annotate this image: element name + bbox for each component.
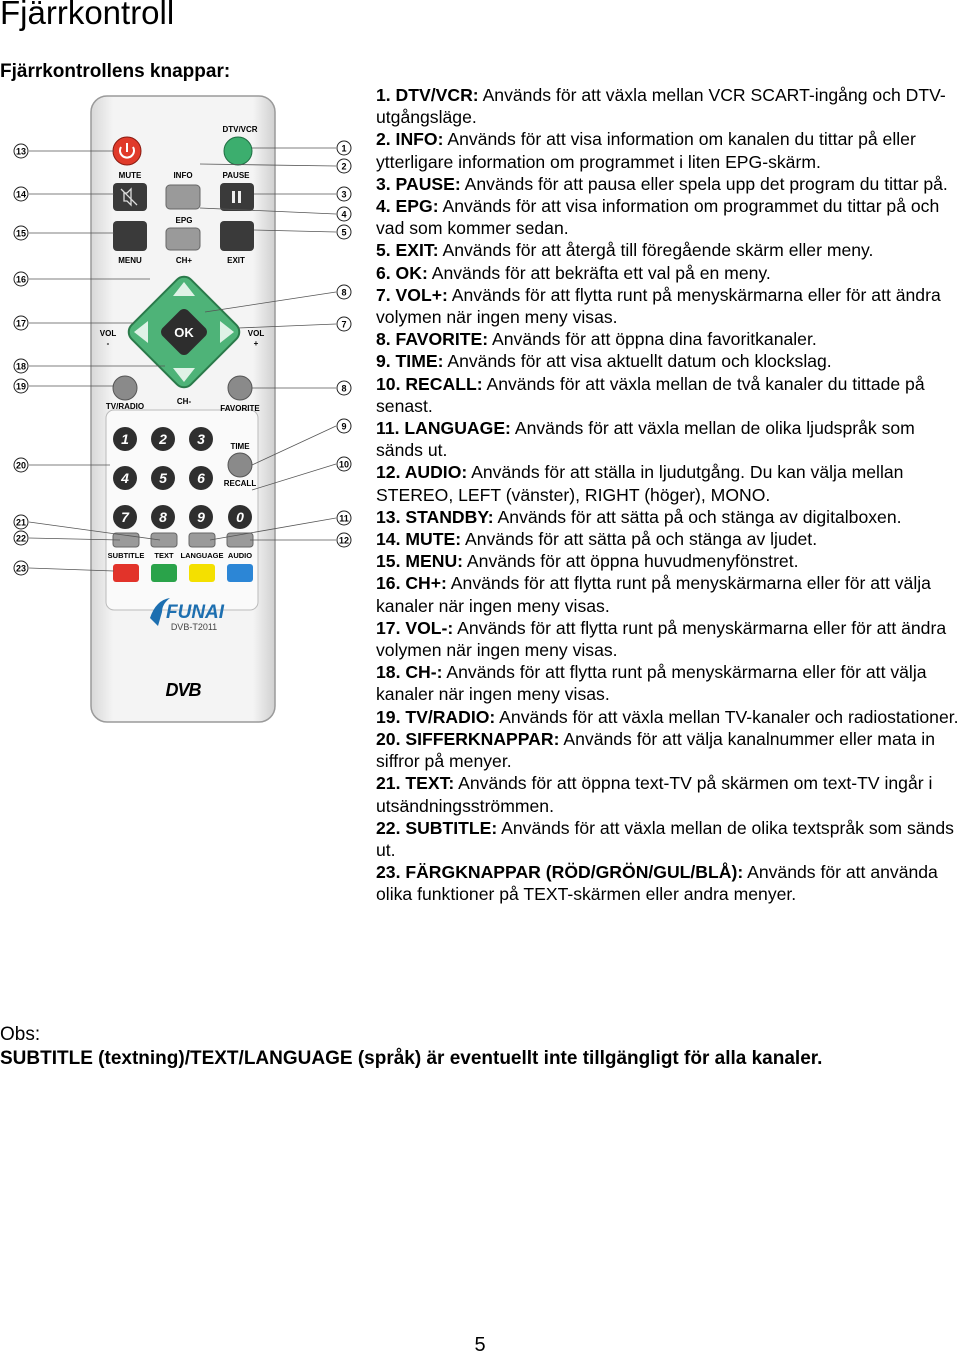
callout-number-left: 22 bbox=[15, 533, 27, 544]
callout-number-right: 4 bbox=[341, 209, 347, 220]
description-term: 4. EPG: bbox=[376, 196, 439, 217]
tv-radio-button[interactable] bbox=[113, 376, 137, 400]
description-term: 10. RECALL: bbox=[376, 373, 483, 394]
description-term: 7. VOL+: bbox=[376, 284, 448, 305]
description-item bbox=[376, 328, 960, 350]
remote-illustration bbox=[0, 90, 365, 730]
description-text: Används för att flytta runt på menyskärmarna eller för att välja kanaler när ingen meny visas. bbox=[376, 573, 931, 616]
info-label: INFO bbox=[173, 171, 193, 180]
description-text: Används för att växla mellan de två kanaler du tittade på senast. bbox=[376, 373, 925, 416]
description-item bbox=[376, 572, 960, 616]
info-button[interactable] bbox=[166, 185, 200, 209]
epg-label: EPG bbox=[175, 216, 193, 225]
callout-number-left: 17 bbox=[15, 318, 27, 329]
description-item bbox=[376, 195, 960, 239]
description-text: Används för att sätta på och stänga av ljudet. bbox=[461, 529, 818, 550]
description-term: 18. CH-: bbox=[376, 662, 443, 683]
ch-plus-label: CH+ bbox=[175, 256, 193, 265]
callout-number-left: 13 bbox=[15, 146, 27, 157]
callout-number-right: 1 bbox=[341, 143, 347, 154]
red-key[interactable] bbox=[113, 564, 139, 582]
description-item bbox=[376, 461, 960, 505]
dtv-vcr-button[interactable] bbox=[224, 137, 252, 165]
digit-key-label: 0 bbox=[236, 509, 244, 525]
mute-label: MUTE bbox=[118, 171, 142, 180]
dvb-logo: DVB bbox=[165, 680, 201, 700]
digit-key-label: 6 bbox=[197, 470, 205, 486]
description-item bbox=[376, 550, 960, 572]
description-item bbox=[376, 728, 960, 772]
description-term: 19. TV/RADIO: bbox=[376, 706, 496, 727]
callout-number-left: 14 bbox=[15, 189, 27, 200]
description-text: Används för att öppna dina favoritkanaler. bbox=[488, 329, 817, 350]
description-term: 9. TIME: bbox=[376, 351, 444, 372]
mute-button[interactable] bbox=[113, 183, 147, 211]
digit-key-label: 8 bbox=[159, 509, 167, 525]
description-text: Används för att välja kanalnummer eller mata in siffror på menyer. bbox=[376, 728, 935, 772]
digit-key-label: 7 bbox=[121, 509, 129, 525]
vol-plus-label: VOL bbox=[247, 329, 265, 338]
description-item bbox=[376, 506, 960, 528]
description-item bbox=[376, 350, 960, 372]
description-text: Används för att använda olika funktioner på TEXT-skärmen eller andra menyer. bbox=[376, 862, 938, 905]
description-item bbox=[376, 617, 960, 661]
audio-label: AUDIO bbox=[227, 551, 253, 560]
description-item bbox=[376, 417, 960, 461]
description-text: Används för att öppna huvudmenyfönstret. bbox=[463, 551, 799, 572]
exit-button[interactable] bbox=[220, 221, 254, 251]
tv-radio-label: TV/RADIO bbox=[105, 402, 145, 411]
page-title: Fjärrkontroll bbox=[0, 0, 175, 31]
digit-key-label: 4 bbox=[121, 470, 129, 486]
pause-label: PAUSE bbox=[222, 171, 250, 180]
text-label: TEXT bbox=[154, 551, 174, 560]
description-term: 21. TEXT: bbox=[376, 773, 455, 794]
vol-plus-sign: + bbox=[253, 339, 259, 348]
pause-button[interactable] bbox=[220, 183, 254, 211]
description-item bbox=[376, 528, 960, 550]
note-label: Obs: bbox=[0, 1024, 41, 1045]
callout-number-right: 7 bbox=[341, 319, 347, 330]
description-text: Används för att visa aktuellt datum och klockslag. bbox=[443, 351, 832, 372]
callout-number-left: 21 bbox=[15, 517, 27, 528]
time-button[interactable] bbox=[228, 453, 252, 477]
digit-key-label: 3 bbox=[197, 431, 205, 447]
callout-number-left: 18 bbox=[15, 361, 27, 372]
description-text: Används för att återgå till föregående skärm eller meny. bbox=[438, 240, 874, 261]
page-number: 5 bbox=[474, 1334, 486, 1356]
model-label: DVB-T2011 bbox=[170, 622, 218, 632]
description-item bbox=[376, 817, 960, 861]
vol-minus-label: VOL bbox=[99, 329, 117, 338]
description-term: 2. INFO: bbox=[376, 129, 444, 150]
description-item bbox=[376, 661, 960, 705]
menu-button[interactable] bbox=[113, 221, 147, 251]
description-term: 1. DTV/VCR: bbox=[376, 85, 479, 105]
callout-number-right: 10 bbox=[338, 459, 350, 470]
digit-key-label: 2 bbox=[159, 431, 167, 447]
callout-number-right: 12 bbox=[338, 535, 350, 546]
description-text: Används för att ställa in ljudutgång. Du kan välja mellan STEREO, LEFT (vänster), RIGHT (höger), MONO. bbox=[376, 462, 904, 505]
ch-minus-label: CH- bbox=[176, 397, 192, 406]
description-term: 12. AUDIO: bbox=[376, 462, 468, 483]
description-term: 14. MUTE: bbox=[376, 529, 462, 550]
description-text: Används för att flytta runt på menyskärmarna eller för att välja kanaler när ingen meny visas. bbox=[376, 662, 927, 705]
section-subtitle: Fjärrkontrollens knappar: bbox=[0, 61, 231, 82]
description-term: 5. EXIT: bbox=[376, 240, 439, 261]
exit-label: EXIT bbox=[227, 256, 245, 265]
digit-key-label: 5 bbox=[159, 470, 167, 486]
description-item bbox=[376, 772, 960, 816]
note-text: SUBTITLE (textning)/TEXT/LANGUAGE (språk) är eventuellt inte tillgängligt för alla kanaler. bbox=[0, 1048, 823, 1069]
brand-logo: FUNAI bbox=[166, 602, 225, 623]
description-term: 6. OK: bbox=[376, 262, 428, 283]
description-item bbox=[376, 128, 960, 172]
description-item bbox=[376, 262, 960, 284]
description-item bbox=[376, 84, 960, 128]
description-text: Används för att visa information om kanalen du tittar på eller ytterligare information om programmet i liten EPG-skärm. bbox=[376, 129, 916, 172]
callout-number-right: 8 bbox=[341, 287, 347, 298]
description-text: Används för att pausa eller spela upp det program du tittar på. bbox=[460, 173, 948, 194]
vol-minus-sign: - bbox=[106, 339, 110, 348]
description-item bbox=[376, 284, 960, 328]
callout-number-right: 2 bbox=[341, 161, 347, 172]
callout-number-left: 19 bbox=[15, 381, 27, 392]
callout-number-left: 20 bbox=[15, 460, 27, 471]
description-text: Används för att växla mellan de olika ljudspråk som sänds ut. bbox=[376, 418, 915, 461]
yellow-key[interactable] bbox=[189, 564, 215, 582]
description-item bbox=[376, 373, 960, 417]
callout-number-right: 11 bbox=[339, 513, 349, 524]
description-text: Används för att flytta runt på menyskärmarna eller för att ändra volymen när ingen meny visas. bbox=[376, 284, 941, 328]
callout-number-right: 8 bbox=[341, 383, 347, 394]
description-text: Används för att sätta på och stänga av digitalboxen. bbox=[493, 506, 902, 527]
description-term: 3. PAUSE: bbox=[376, 173, 461, 194]
callout-number-right: 3 bbox=[341, 189, 347, 200]
digit-key-label: 1 bbox=[121, 431, 129, 447]
description-text: Används för att växla mellan TV-kanaler och radiostationer. bbox=[495, 706, 959, 727]
description-term: 15. MENU: bbox=[376, 551, 464, 572]
description-text: Används för att visa information om programmet du tittar på och vad som kommer sedan. bbox=[376, 196, 940, 239]
description-text: Används för att flytta runt på menyskärmarna eller för att ändra volymen när ingen meny visas. bbox=[376, 617, 947, 661]
callout-number-left: 23 bbox=[15, 563, 27, 574]
description-text: Används för att växla mellan de olika textspråk som sänds ut. bbox=[376, 817, 954, 860]
callout-number-left: 16 bbox=[15, 274, 27, 285]
description-item bbox=[376, 239, 960, 261]
callout-number-right: 9 bbox=[341, 421, 347, 432]
callout-number-right: 5 bbox=[341, 227, 347, 238]
description-text: Används för att växla mellan VCR SCART-ingång och DTV-utgångsläge. bbox=[376, 85, 946, 128]
blue-key[interactable] bbox=[227, 564, 253, 582]
digit-key-label: 9 bbox=[197, 509, 205, 525]
description-text: Används för att öppna text-TV på skärmen om text-TV ingår i utsändningsströmmen. bbox=[376, 773, 933, 816]
description-item bbox=[376, 706, 960, 728]
time-label: TIME bbox=[230, 442, 250, 451]
description-term: 23. FÄRGKNAPPAR (RÖD/GRÖN/GUL/BLÅ): bbox=[376, 862, 744, 883]
description-term: 16. CH+: bbox=[376, 573, 447, 594]
ok-label: OK bbox=[174, 325, 194, 340]
favorite-label: FAVORITE bbox=[220, 404, 260, 413]
description-term: 11. LANGUAGE: bbox=[376, 418, 511, 439]
description-term: 20. SIFFERKNAPPAR: bbox=[376, 728, 560, 749]
language-label: LANGUAGE bbox=[180, 551, 224, 560]
menu-label: MENU bbox=[118, 256, 142, 265]
description-text: Används för att bekräfta ett val på en meny. bbox=[427, 262, 771, 283]
epg-button[interactable] bbox=[166, 228, 200, 250]
subtitle-label: SUBTITLE bbox=[107, 551, 145, 560]
button-descriptions bbox=[376, 84, 960, 906]
callout-number-left: 15 bbox=[15, 228, 27, 239]
text-button[interactable] bbox=[151, 533, 177, 547]
description-term: 8. FAVORITE: bbox=[376, 329, 489, 350]
description-item bbox=[376, 861, 960, 905]
favorite-button[interactable] bbox=[228, 376, 252, 400]
description-item bbox=[376, 173, 960, 195]
description-term: 17. VOL-: bbox=[376, 617, 454, 638]
dtv-vcr-label: DTV/VCR bbox=[222, 125, 258, 134]
description-term: 13. STANDBY: bbox=[376, 506, 494, 527]
recall-label: RECALL bbox=[223, 479, 257, 488]
green-key[interactable] bbox=[151, 564, 177, 582]
description-term: 22. SUBTITLE: bbox=[376, 817, 498, 838]
